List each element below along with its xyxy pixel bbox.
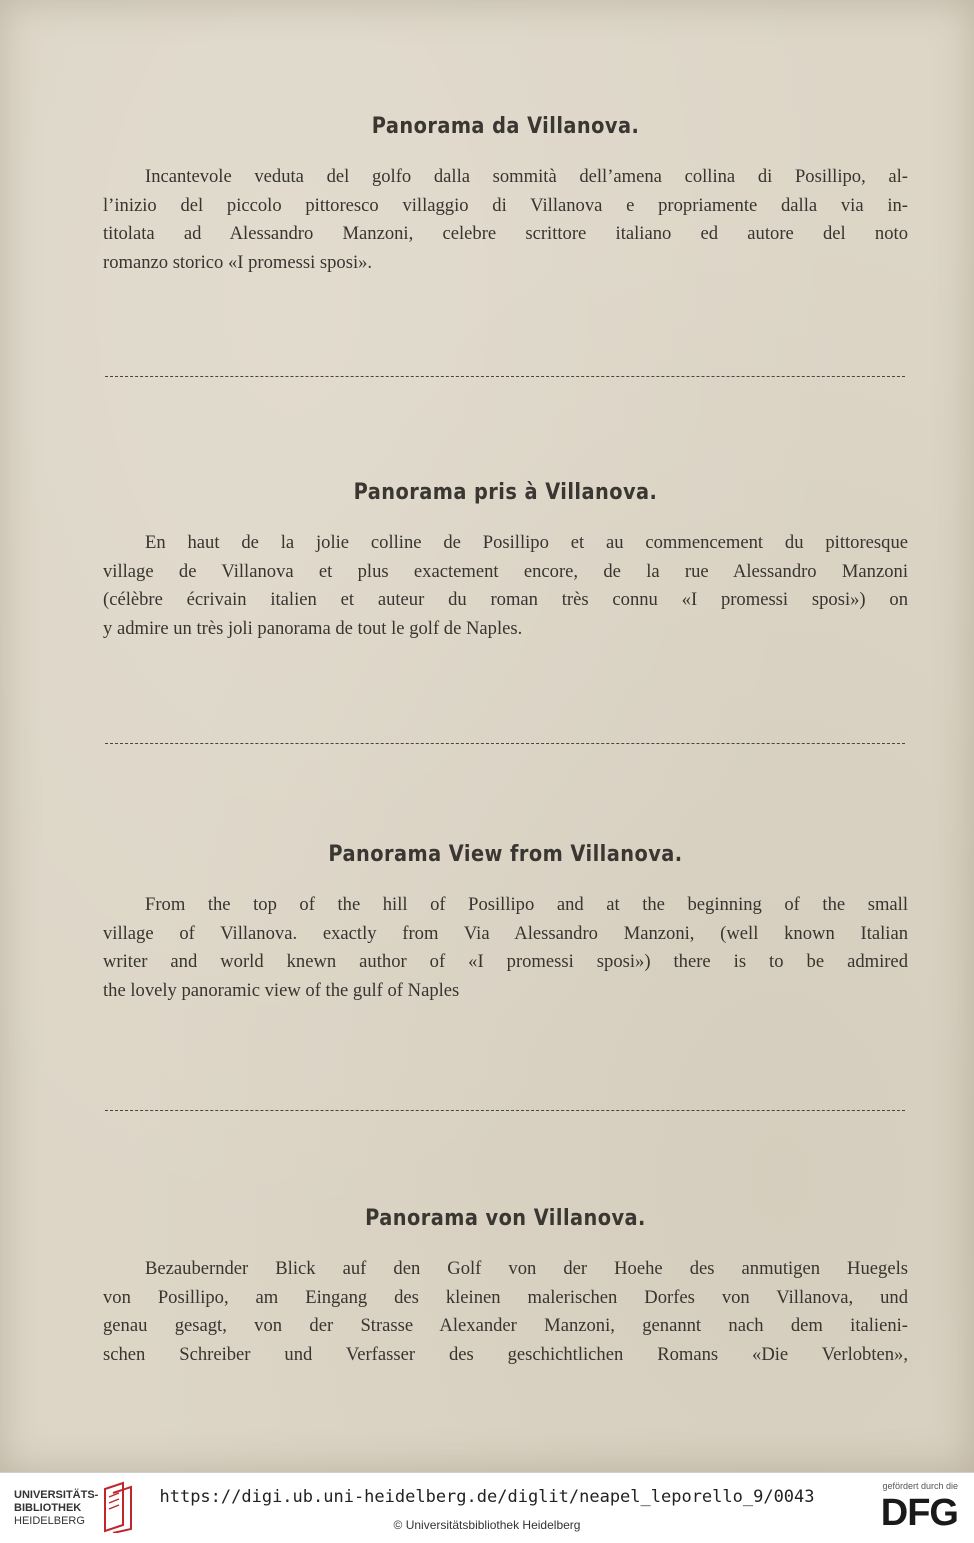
text-line: From the top of the hill of Posillipo and at the beginning of the small	[145, 894, 908, 915]
text-line: l’inizio del piccolo pittoresco villaggio di Villanova e propriamente dalla via in-	[103, 194, 908, 216]
copyright-notice: © Universitätsbibliothek Heidelberg	[393, 1518, 581, 1532]
text-line: Incantevole veduta del golfo dalla sommità dell’amena collina di Posillipo, al-	[145, 166, 908, 187]
dfg-logo: DFG	[880, 1492, 958, 1534]
text-line: von Posillipo, am Eingang des kleinen malerischen Dorfes von Villanova, und	[103, 1286, 908, 1308]
section-heading: Panorama pris à Villanova.	[353, 480, 658, 505]
footer-bar	[0, 1472, 974, 1543]
library-name-line: UNIVERSITÄTS-	[14, 1489, 99, 1501]
text-line: romanzo storico «I promessi sposi».	[103, 251, 373, 273]
section-heading: Panorama von Villanova.	[365, 1206, 646, 1231]
text-line: village de Villanova et plus exactement encore, de la rue Alessandro Manzoni	[103, 560, 908, 582]
section-divider	[105, 743, 905, 744]
library-name-line: HEIDELBERG	[14, 1515, 85, 1527]
section-paragraph	[103, 891, 908, 1005]
permalink-url[interactable]: https://digi.ub.uni-heidelberg.de/diglit/neapel_leporello_9/0043	[159, 1487, 815, 1507]
section-paragraph	[103, 529, 908, 643]
section-english	[103, 842, 908, 1005]
text-line: genau gesagt, von der Strasse Alexander Manzoni, genannt nach dem italieni-	[103, 1315, 908, 1337]
section-divider	[105, 1110, 905, 1111]
section-french	[103, 480, 908, 643]
section-divider	[105, 376, 905, 377]
sponsor-label: gefördert durch die	[882, 1481, 958, 1491]
section-heading: Panorama View from Villanova.	[328, 842, 683, 867]
library-name-line: BIBLIOTHEK	[14, 1502, 82, 1514]
text-line: (célèbre écrivain italien et auteur du roman très connu «I promessi sposi») on	[103, 589, 908, 611]
text-line: writer and world knewn author of «I promessi sposi») there is to be admired	[103, 951, 908, 973]
section-heading: Panorama da Villanova.	[371, 114, 640, 139]
text-line: titolata ad Alessandro Manzoni, celebre scrittore italiano ed autore del noto	[103, 223, 908, 245]
section-paragraph	[103, 1255, 908, 1369]
text-line: Bezaubernder Blick auf den Golf von der Hoehe des anmutigen Huegels	[145, 1258, 908, 1279]
text-line: y admire un très joli panorama de tout le golf de Naples.	[103, 617, 523, 639]
text-line: village of Villanova. exactly from Via Alessandro Manzoni, (well known Italian	[103, 922, 908, 944]
text-line: the lovely panoramic view of the gulf of Naples	[103, 979, 460, 1001]
text-line: En haut de la jolie colline de Posillipo et au commencement du pittoresque	[145, 532, 908, 553]
text-line: schen Schreiber und Verfasser des geschichtlichen Romans «Die Verlobten»,	[103, 1343, 908, 1365]
section-german	[103, 1206, 908, 1369]
section-italian	[103, 114, 908, 277]
section-paragraph	[103, 163, 908, 277]
